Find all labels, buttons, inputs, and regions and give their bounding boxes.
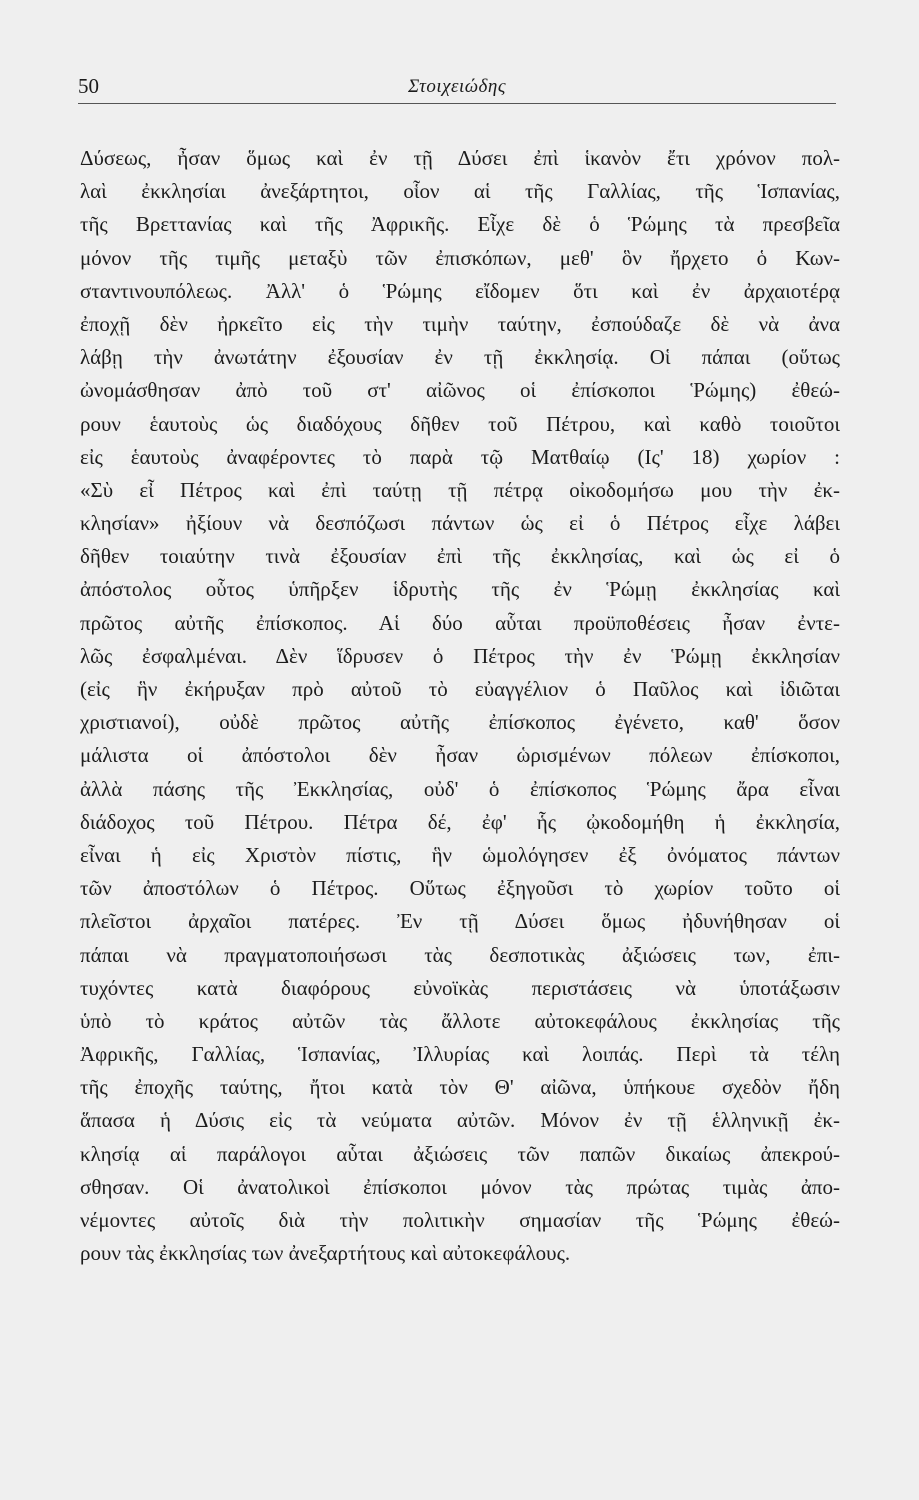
text-line: ἀπόστολος οὗτος ὑπῆρξεν ἱδρυτὴς τῆς ἐν Ῥώμῃ ἐκκλησίας καὶ — [80, 577, 840, 602]
page-header — [78, 72, 836, 106]
text-line: σταντινουπόλεως. Ἀλλ' ὁ Ῥώμης εἴδομεν ὅτι καὶ ἐν ἀρχαιοτέρᾳ — [80, 278, 840, 303]
text-line: τυχόντες κατὰ διαφόρους εὐνοϊκὰς περιστάσεις νὰ ὑποτάξωσιν — [80, 975, 840, 1000]
text-line: ρουν τὰς ἐκκλησίας των ἀνεξαρτήτους καὶ αὐτοκεφάλους. — [80, 1241, 571, 1266]
text-line: ἅπασα ἡ Δύσις εἰς τὰ νεύματα αὐτῶν. Μόνον ἐν τῇ ἑλληνικῇ ἐκ- — [80, 1108, 840, 1133]
text-line: τῆς Βρεττανίας καὶ τῆς Ἀφρικῆς. Εἶχε δὲ ὁ Ῥώμης τὰ πρεσβεῖα — [80, 212, 840, 237]
text-line: κλησίᾳ αἱ παράλογοι αὗται ἀξιώσεις τῶν παπῶν δικαίως ἀπεκρού- — [80, 1141, 840, 1166]
text-line: σθησαν. Οἱ ἀνατολικοὶ ἐπίσκοποι μόνον τὰς πρώτας τιμὰς ἀπο- — [80, 1174, 840, 1199]
text-line: τῶν ἀποστόλων ὁ Πέτρος. Οὕτως ἐξηγοῦσι τὸ χωρίον τοῦτο οἱ — [80, 876, 840, 901]
text-line: πλεῖστοι ἀρχαῖοι πατέρες. Ἐν τῇ Δύσει ὅμως ἠδυνήθησαν οἱ — [80, 909, 840, 934]
text-line: νέμοντες αὐτοῖς διὰ τὴν πολιτικὴν σημασίαν τῆς Ῥώμης ἐθεώ- — [80, 1208, 840, 1232]
text-line: Δύσεως, ἦσαν ὅμως καὶ ἐν τῇ Δύσει ἐπὶ ἱκανὸν ἔτι χρόνον πολ- — [80, 146, 840, 170]
text-line: κλησίαν» ἠξίουν νὰ δεσπόζωσι πάντων ὡς εἰ ὁ Πέτρος εἶχε λάβει — [80, 511, 840, 536]
text-line: λῶς ἐσφαλμέναι. Δὲν ἵδρυσεν ὁ Πέτρος τὴν ἐν Ῥώμῃ ἐκκλησίαν — [80, 643, 840, 668]
text-line: εἶναι ἡ εἰς Χριστὸν πίστις, ἣν ὡμολόγησεν ἐξ ὀνόματος πάντων — [80, 842, 840, 867]
text-line: πρῶτος αὐτῆς ἐπίσκοπος. Αἱ δύο αὗται προϋποθέσεις ἦσαν ἐντε- — [80, 610, 840, 635]
body-text — [80, 142, 840, 1270]
text-line: λάβῃ τὴν ἀνωτάτην ἐξουσίαν ἐν τῇ ἐκκλησίᾳ. Οἱ πάπαι (οὕτως — [80, 345, 840, 370]
text-line: λαὶ ἐκκλησίαι ἀνεξάρτητοι, οἷον αἱ τῆς Γαλλίας, τῆς Ἱσπανίας, — [80, 179, 840, 204]
text-line: δῆθεν τοιαύτην τινὰ ἐξουσίαν ἐπὶ τῆς ἐκκλησίας, καὶ ὡς εἰ ὁ — [80, 544, 840, 569]
text-line: Ἀφρικῆς, Γαλλίας, Ἱσπανίας, Ἰλλυρίας καὶ λοιπάς. Περὶ τὰ τέλη — [80, 1042, 840, 1067]
text-line: «Σὺ εἶ Πέτρος καὶ ἐπὶ ταύτῃ τῇ πέτρᾳ οἰκοδομήσω μου τὴν ἐκ- — [80, 477, 840, 502]
text-line: ὑπὸ τὸ κράτος αὐτῶν τὰς ἄλλοτε αὐτοκεφάλους ἐκκλησίας τῆς — [80, 1008, 840, 1033]
text-line: μόνον τῆς τιμῆς μεταξὺ τῶν ἐπισκόπων, μεθ' ὃν ἤρχετο ὁ Κων- — [80, 245, 840, 270]
page-number: 50 — [78, 74, 99, 98]
text-line: ὠνομάσθησαν ἀπὸ τοῦ στ' αἰῶνος οἱ ἐπίσκοποι Ῥώμης) ἐθεώ- — [80, 378, 840, 403]
running-title: Στοιχειώδης — [407, 76, 507, 97]
text-line: ρουν ἑαυτοὺς ὡς διαδόχους δῆθεν τοῦ Πέτρου, καὶ καθὸ τοιοῦτοι — [80, 411, 840, 436]
text-line: τῆς ἐποχῆς ταύτης, ἤτοι κατὰ τὸν Θ' αἰῶνα, ὑπήκουε σχεδὸν ἤδη — [80, 1075, 840, 1100]
text-line: διάδοχος τοῦ Πέτρου. Πέτρα δέ, ἐφ' ἧς ᾠκοδομήθη ἡ ἐκκλησία, — [80, 809, 840, 834]
text-line: ἐποχῇ δὲν ἠρκεῖτο εἰς τὴν τιμὴν ταύτην, ἐσπούδαζε δὲ νὰ ἀνα — [80, 311, 840, 336]
header-rule — [78, 103, 836, 104]
text-line: εἰς ἑαυτοὺς ἀναφέροντες τὸ παρὰ τῷ Ματθαίῳ (Ις' 18) χωρίον : — [80, 444, 840, 469]
text-line: πάπαι νὰ πραγματοποιήσωσι τὰς δεσποτικὰς ἀξιώσεις των, ἐπι- — [80, 942, 840, 967]
text-line: (εἰς ἣν ἐκήρυξαν πρὸ αὐτοῦ τὸ εὐαγγέλιον ὁ Παῦλος καὶ ἰδιῶται — [80, 677, 840, 701]
text-line: ἀλλὰ πάσης τῆς Ἐκκλησίας, οὐδ' ὁ ἐπίσκοπος Ῥώμης ἄρα εἶναι — [80, 776, 840, 801]
text-line: μάλιστα οἱ ἀπόστολοι δὲν ἦσαν ὡρισμένων πόλεων ἐπίσκοποι, — [80, 743, 840, 768]
text-line: χριστιανοί), οὐδὲ πρῶτος αὐτῆς ἐπίσκοπος ἐγένετο, καθ' ὅσον — [80, 710, 840, 735]
